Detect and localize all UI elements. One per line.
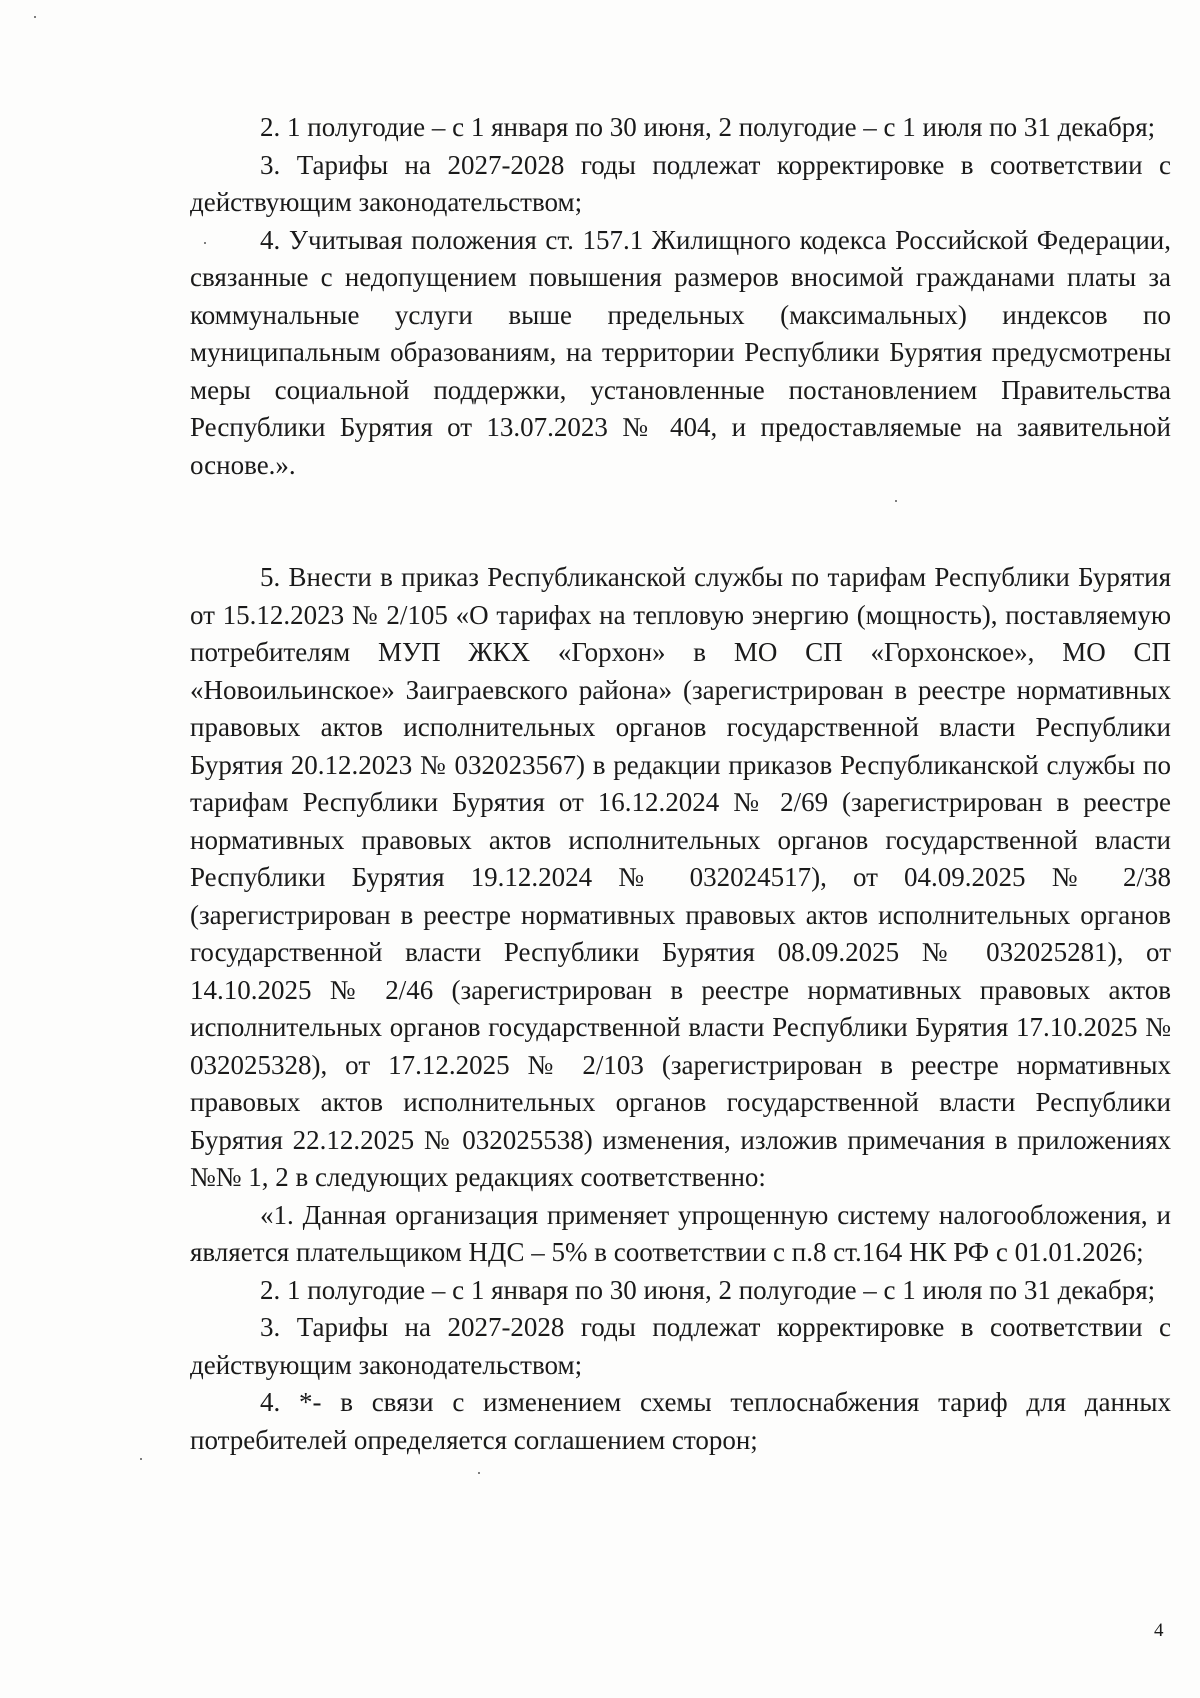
top-section: [190, 109, 1171, 484]
note-paragraph-2: 2. 1 полугодие – с 1 января по 30 июня, 2 полугодие – с 1 июля по 31 декабря;: [260, 112, 1156, 142]
page-number: 4: [1154, 1620, 1164, 1641]
scan-speck: [895, 500, 897, 502]
note-paragraph-3: 3. Тарифы на 2027-2028 годы подлежат корректировке в соответствии с действующим законодательством;: [190, 149, 1171, 217]
main-section: [190, 559, 1171, 1459]
quoted-note-1: «1. Данная организация применяет упрощенную систему налогообложения, и является плательщиком НДС – 5% в соответствии с п.8 ст.164 НК РФ с 01.01.2026;: [190, 1199, 1171, 1267]
scan-speck: [34, 16, 36, 18]
clause-paragraph-5: 5. Внести в приказ Республиканской службы по тарифам Республики Бурятия от 15.12.2023 № 2/105 «О тарифах на тепловую энергию (мощность), поставляемую потребителям МУП ЖКХ «Горхон» в МО СП «Горхонское», МО СП «Новоильинское» Заиграевского района» (зарегистрирован в реестре нормативных правовых актов исполнительных органов государственной власти Республики Бурятия 20.12.2023 № 032023567) в редакции приказов Республиканской службы по тарифам Республики Бурятия от 16.12.2024 № 2/69 (зарегистрирован в реестре нормативных правовых актов исполнительных органов государственной власти Республики Бурятия 19.12.2024 № 032024517), от 04.09.2025 № 2/38 (зарегистрирован в реестре нормативных правовых актов исполнительных органов государственной власти Республики Бурятия 08.09.2025 № 032025281), от 14.10.2025 № 2/46 (зарегистрирован в реестре нормативных правовых актов исполнительных органов государственной власти Республики Бурятия 17.10.2025 № 032025328), от 17.12.2025 № 2/103 (зарегистрирован в реестре нормативных правовых актов исполнительных органов государственной власти Республики Бурятия 22.12.2025 № 032025538) изменения, изложив примечания в приложениях №№ 1, 2 в следующих редакциях соответственно:: [190, 562, 1171, 1192]
note-paragraph-4: 4. Учитывая положения ст. 157.1 Жилищного кодекса Российской Федерации, связанные с недопущением повышения размеров вносимой гражданами платы за коммунальные услуги выше предельных (максимальных) индексов по муниципальным образованиям, на территории Республики Бурятия предусмотрены меры социальной поддержки, установленные постановлением Правительства Республики Бурятия от 13.07.2023 № 404, и предоставляемые на заявительной основе.».: [190, 224, 1171, 480]
quoted-note-4: 4. *- в связи с изменением схемы теплоснабжения тариф для данных потребителей определяется соглашением сторон;: [190, 1387, 1171, 1455]
scan-speck: [140, 1458, 142, 1460]
scan-speck: [478, 1472, 480, 1474]
quoted-note-2: 2. 1 полугодие – с 1 января по 30 июня, 2 полугодие – с 1 июля по 31 декабря;: [260, 1274, 1156, 1305]
quoted-note-3: 3. Тарифы на 2027-2028 годы подлежат корректировке в соответствии с действующим законодательством;: [190, 1312, 1171, 1380]
